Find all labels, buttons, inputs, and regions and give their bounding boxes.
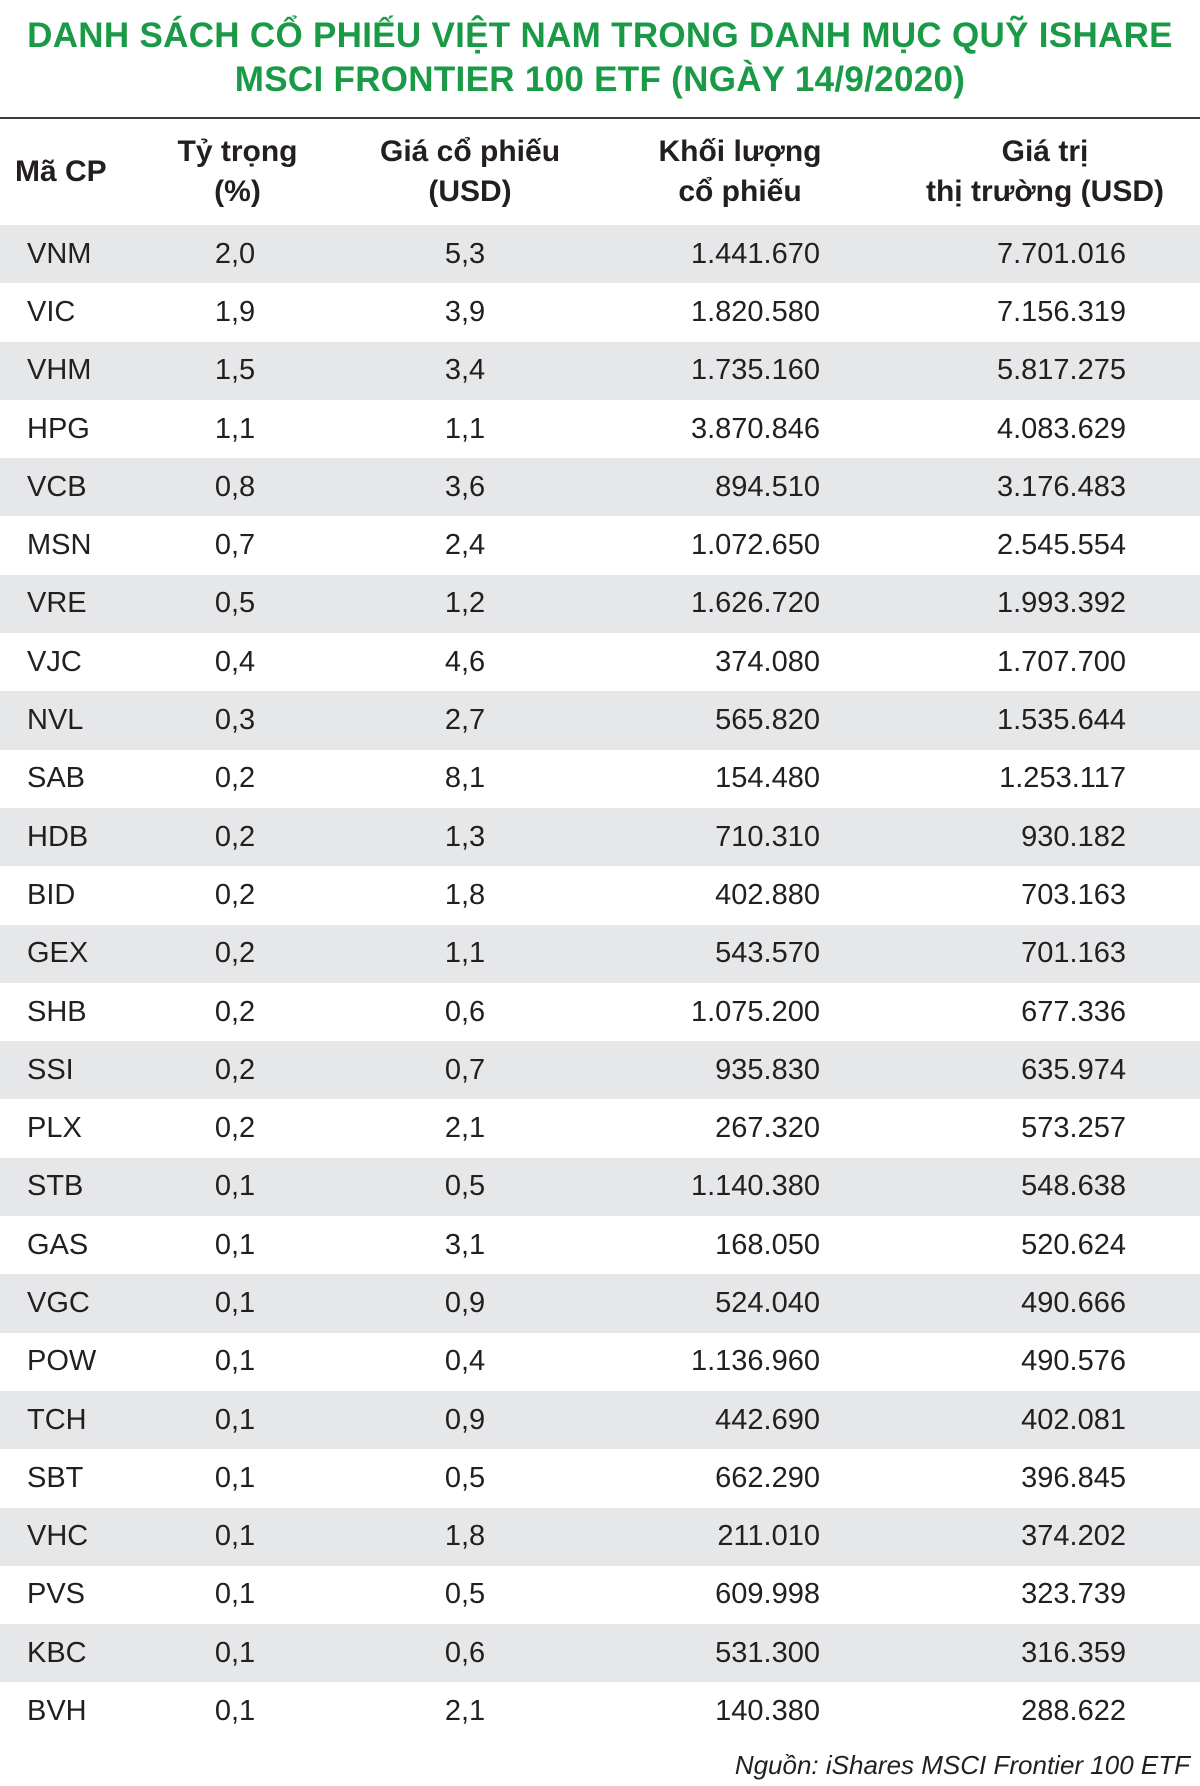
cell-weight: 0,1 (214, 1461, 256, 1494)
cell-code: MSN (27, 529, 92, 562)
cell-weight: 0,2 (214, 878, 256, 911)
cell-volume: 1.820.580 (690, 295, 820, 328)
cell-weight: 0,1 (214, 1636, 256, 1669)
cell-value: 3.176.483 (996, 470, 1126, 503)
cell-value: 1.535.644 (996, 704, 1126, 737)
header-price-line-1: Giá cổ phiếu (379, 135, 561, 168)
cell-value: 7.156.319 (996, 295, 1126, 328)
cell-price: 0,9 (444, 1403, 486, 1436)
cell-value: 4.083.629 (996, 412, 1126, 445)
table-body (0, 225, 1200, 1741)
cell-value: 490.576 (1021, 1345, 1126, 1378)
cell-value: 288.622 (1021, 1695, 1126, 1728)
cell-value: 573.257 (1021, 1112, 1126, 1145)
cell-code: VGC (27, 1286, 90, 1319)
table-row (0, 1508, 1200, 1566)
cell-price: 1,8 (444, 878, 486, 911)
cell-price: 3,1 (444, 1228, 486, 1261)
header-value-line-2: thị trường (USD) (925, 175, 1164, 208)
cell-price: 4,6 (444, 645, 486, 678)
table-row (0, 1449, 1200, 1507)
table-row (0, 925, 1200, 983)
cell-code: VRE (27, 587, 87, 620)
table-row (0, 1624, 1200, 1682)
cell-code: STB (27, 1170, 84, 1203)
cell-code: POW (27, 1345, 97, 1378)
cell-code: PLX (27, 1112, 82, 1145)
cell-code: SAB (27, 762, 86, 795)
cell-volume: 442.690 (715, 1403, 820, 1436)
table-title-line-1: DANH SÁCH CỔ PHIẾU VIỆT NAM TRONG DANH MỤC QUỸ ISHARE (27, 16, 1173, 55)
cell-weight: 0,7 (214, 529, 256, 562)
cell-code: TCH (27, 1403, 87, 1436)
cell-weight: 0,8 (214, 470, 256, 503)
table-row (0, 1041, 1200, 1099)
cell-code: PVS (27, 1578, 86, 1611)
cell-code: GAS (27, 1228, 89, 1261)
cell-price: 3,6 (444, 470, 486, 503)
header-weight-line-2: (%) (214, 175, 261, 208)
table-row (0, 1682, 1200, 1740)
table-title (0, 14, 1200, 102)
cell-code: SBT (27, 1461, 84, 1494)
table-row (0, 808, 1200, 866)
cell-price: 3,4 (444, 354, 486, 387)
cell-value: 1.993.392 (996, 587, 1126, 620)
cell-volume: 1.626.720 (690, 587, 820, 620)
cell-volume: 543.570 (715, 937, 820, 970)
table-row (0, 400, 1200, 458)
cell-volume: 140.380 (715, 1695, 820, 1728)
table-row (0, 750, 1200, 808)
cell-code: HDB (27, 820, 89, 853)
cell-volume: 662.290 (715, 1461, 820, 1494)
cell-volume: 1.136.960 (690, 1345, 820, 1378)
table-row (0, 575, 1200, 633)
cell-code: VNM (27, 237, 92, 270)
table-row (0, 1099, 1200, 1157)
cell-weight: 0,2 (214, 1112, 256, 1145)
cell-volume: 1.075.200 (690, 995, 820, 1028)
cell-weight: 0,1 (214, 1403, 256, 1436)
cell-price: 1,1 (444, 937, 486, 970)
cell-weight: 0,1 (214, 1345, 256, 1378)
cell-value: 5.817.275 (996, 354, 1126, 387)
cell-value: 1.707.700 (996, 645, 1126, 678)
cell-weight: 1,5 (214, 354, 256, 387)
header-weight (150, 119, 325, 225)
cell-value: 930.182 (1021, 820, 1126, 853)
cell-weight: 0,4 (214, 645, 256, 678)
cell-price: 2,7 (444, 704, 486, 737)
cell-volume: 374.080 (715, 645, 820, 678)
cell-volume: 168.050 (715, 1228, 820, 1261)
cell-volume: 211.010 (717, 1520, 820, 1553)
cell-code: VHC (27, 1520, 89, 1553)
table-row (0, 1158, 1200, 1216)
table-row (0, 458, 1200, 516)
cell-value: 374.202 (1021, 1520, 1126, 1553)
cell-price: 2,1 (444, 1112, 486, 1145)
cell-price: 8,1 (444, 762, 486, 795)
cell-weight: 2,0 (214, 237, 256, 270)
cell-code: BID (27, 878, 76, 911)
cell-weight: 0,2 (214, 762, 256, 795)
table-row (0, 1391, 1200, 1449)
table-row (0, 283, 1200, 341)
cell-price: 0,4 (444, 1345, 486, 1378)
cell-value: 677.336 (1021, 995, 1126, 1028)
cell-value: 703.163 (1021, 878, 1126, 911)
cell-value: 396.845 (1021, 1461, 1126, 1494)
cell-value: 2.545.554 (996, 529, 1126, 562)
source-note: Nguồn: iShares MSCI Frontier 100 ETF (734, 1750, 1190, 1780)
cell-volume: 1.140.380 (690, 1170, 820, 1203)
cell-volume: 531.300 (715, 1636, 820, 1669)
cell-price: 1,1 (444, 412, 486, 445)
cell-code: VHM (27, 354, 92, 387)
header-price-line-2: (USD) (428, 175, 512, 208)
cell-volume: 154.480 (715, 762, 820, 795)
header-price (345, 119, 595, 225)
cell-volume: 710.310 (715, 820, 820, 853)
header-volume (620, 119, 860, 225)
cell-price: 0,7 (444, 1053, 486, 1086)
cell-value: 316.359 (1021, 1636, 1126, 1669)
table-row (0, 1274, 1200, 1332)
table-row (0, 516, 1200, 574)
table-row (0, 1216, 1200, 1274)
cell-price: 0,5 (444, 1170, 486, 1203)
cell-weight: 0,2 (214, 995, 256, 1028)
cell-weight: 0,3 (214, 704, 256, 737)
cell-price: 5,3 (444, 237, 486, 270)
cell-code: BVH (27, 1695, 87, 1728)
cell-value: 323.739 (1021, 1578, 1126, 1611)
cell-code: VIC (27, 295, 76, 328)
cell-weight: 0,1 (214, 1520, 256, 1553)
table-row (0, 1566, 1200, 1624)
cell-value: 1.253.117 (999, 762, 1126, 795)
cell-value: 402.081 (1021, 1403, 1126, 1436)
table-row (0, 225, 1200, 283)
header-weight-line-1: Tỷ trọng (177, 135, 298, 168)
cell-price: 1,2 (444, 587, 486, 620)
table-title-line-2: MSCI FRONTIER 100 ETF (NGÀY 14/9/2020) (234, 60, 966, 99)
cell-volume: 524.040 (715, 1286, 820, 1319)
cell-value: 548.638 (1021, 1170, 1126, 1203)
table-header (0, 119, 1200, 225)
cell-volume: 609.998 (715, 1578, 820, 1611)
cell-price: 0,9 (444, 1286, 486, 1319)
cell-price: 2,1 (444, 1695, 486, 1728)
table-row (0, 342, 1200, 400)
cell-code: GEX (27, 937, 89, 970)
cell-volume: 3.870.846 (690, 412, 820, 445)
cell-weight: 0,1 (214, 1578, 256, 1611)
cell-code: VJC (27, 645, 82, 678)
cell-weight: 0,1 (214, 1228, 256, 1261)
cell-weight: 0,2 (214, 937, 256, 970)
table-row (0, 633, 1200, 691)
cell-code: SSI (27, 1053, 74, 1086)
cell-weight: 1,1 (214, 412, 256, 445)
header-value-line-1: Giá trị (1001, 135, 1089, 168)
cell-volume: 935.830 (715, 1053, 820, 1086)
cell-price: 1,3 (444, 820, 486, 853)
cell-volume: 1.072.650 (690, 529, 820, 562)
header-value (900, 119, 1190, 225)
table-row (0, 866, 1200, 924)
cell-volume: 894.510 (715, 470, 820, 503)
cell-weight: 0,2 (214, 1053, 256, 1086)
cell-price: 0,5 (444, 1461, 486, 1494)
table-row (0, 983, 1200, 1041)
cell-code: KBC (27, 1636, 87, 1669)
cell-volume: 267.320 (715, 1112, 820, 1145)
header-volume-line-1: Khối lượng (658, 135, 822, 168)
cell-volume: 565.820 (715, 704, 820, 737)
cell-price: 1,8 (444, 1520, 486, 1553)
cell-code: SHB (27, 995, 87, 1028)
cell-weight: 1,9 (214, 295, 256, 328)
cell-price: 3,9 (444, 295, 486, 328)
cell-value: 520.624 (1021, 1228, 1126, 1261)
cell-value: 7.701.016 (996, 237, 1126, 270)
cell-volume: 1.441.670 (690, 237, 820, 270)
header-code: Mã CP (15, 155, 107, 188)
cell-code: NVL (27, 704, 84, 737)
cell-weight: 0,2 (214, 820, 256, 853)
cell-weight: 0,5 (214, 587, 256, 620)
cell-value: 490.666 (1021, 1286, 1126, 1319)
cell-price: 0,5 (444, 1578, 486, 1611)
cell-value: 635.974 (1021, 1053, 1126, 1086)
cell-price: 2,4 (444, 529, 486, 562)
cell-volume: 402.880 (715, 878, 820, 911)
header-volume-line-2: cổ phiếu (678, 175, 802, 208)
table-row (0, 1333, 1200, 1391)
cell-value: 701.163 (1021, 937, 1126, 970)
cell-code: HPG (27, 412, 90, 445)
cell-price: 0,6 (444, 995, 486, 1028)
cell-weight: 0,1 (214, 1170, 256, 1203)
cell-volume: 1.735.160 (690, 354, 820, 387)
cell-weight: 0,1 (214, 1286, 256, 1319)
cell-weight: 0,1 (214, 1695, 256, 1728)
cell-price: 0,6 (444, 1636, 486, 1669)
cell-code: VCB (27, 470, 87, 503)
table-row (0, 691, 1200, 749)
